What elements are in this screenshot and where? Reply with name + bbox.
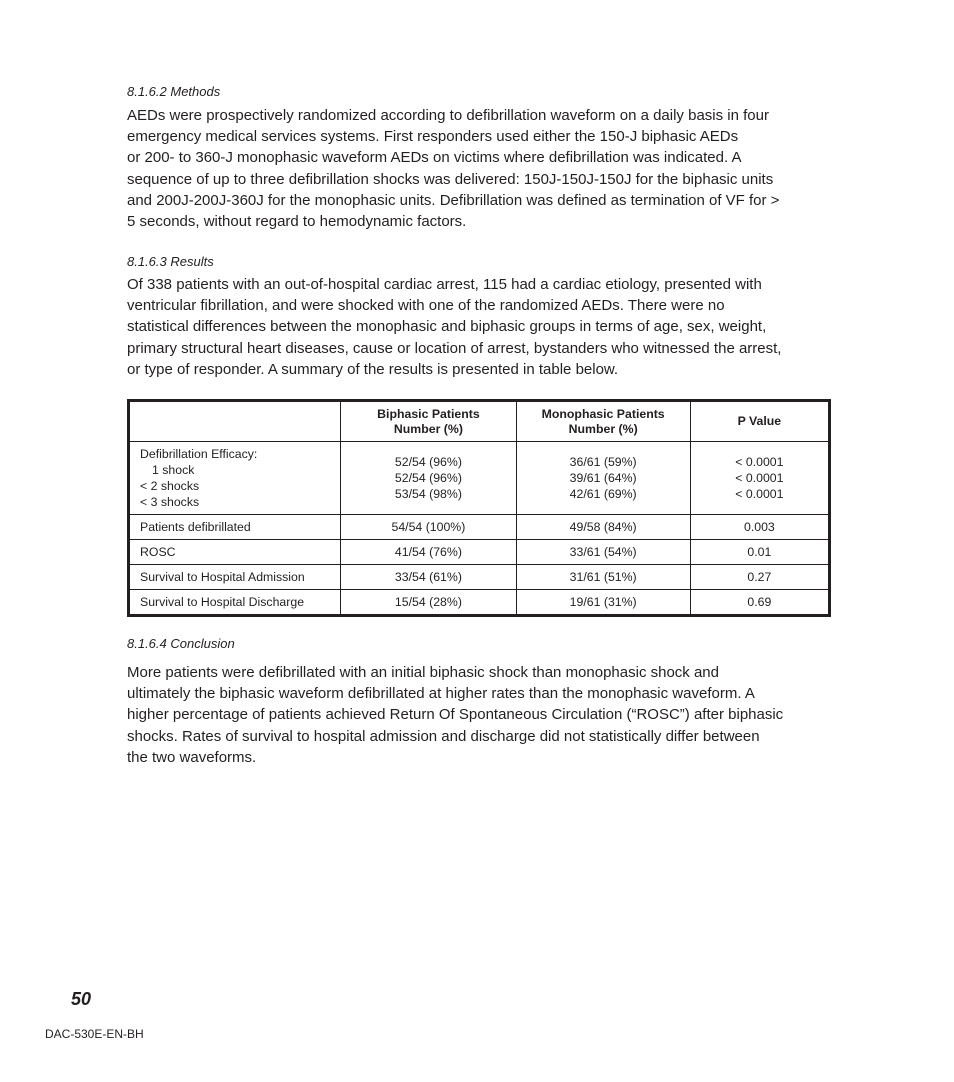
efficacy-biphasic-value: 53/54 (98%) [394, 487, 462, 501]
row-label: ROSC [129, 540, 341, 565]
row-monophasic: 49/58 (84%) [516, 515, 690, 540]
header-biphasic [341, 401, 516, 442]
methods-line: AEDs were prospectively randomized according to defibrillation waveform on a daily basis in four [127, 107, 769, 124]
row-monophasic: 31/61 (51%) [516, 565, 690, 590]
table-row-efficacy [129, 442, 830, 515]
conclusion-paragraph [127, 662, 832, 768]
row-biphasic: 41/54 (76%) [341, 540, 516, 565]
row-pvalue: 0.27 [690, 565, 829, 590]
conclusion-line: shocks. Rates of survival to hospital admission and discharge did not statistically differ between [127, 727, 760, 745]
results-table [127, 399, 831, 617]
table-row [129, 540, 830, 565]
row-biphasic: 15/54 (28%) [341, 590, 516, 616]
row-label: Survival to Hospital Admission [129, 565, 341, 590]
header-monophasic-line1: Monophasic Patients [541, 406, 665, 421]
row-label: Patients defibrillated [129, 515, 341, 540]
row-pvalue: 0.69 [690, 590, 829, 616]
efficacy-label: Defibrillation Efficacy: [140, 447, 258, 461]
conclusion-line: higher percentage of patients achieved Return Of Spontaneous Circulation (“ROSC”) after biphasic [127, 706, 784, 724]
efficacy-biphasic-value: 52/54 (96%) [394, 455, 462, 469]
results-line: Of 338 patients with an out-of-hospital cardiac arrest, 115 had a cardiac etiology, presented with [127, 276, 762, 293]
efficacy-monophasic-cell [516, 442, 690, 515]
methods-line: emergency medical services systems. First responders used either the 150-J biphasic AEDs [127, 128, 739, 146]
efficacy-biphasic-cell [341, 442, 516, 515]
row-biphasic: 33/54 (61%) [341, 565, 516, 590]
efficacy-sub-2: < 2 shocks [140, 479, 200, 493]
conclusion-heading: 8.1.6.4 Conclusion [127, 636, 235, 651]
results-paragraph [127, 274, 832, 380]
conclusion-line: the two waveforms. [127, 748, 257, 766]
efficacy-pvalue-cell [690, 442, 829, 515]
efficacy-sub-1: 1 shock [152, 463, 195, 477]
table-header-row [129, 401, 830, 442]
results-line: statistical differences between the monophasic and biphasic groups in terms of age, sex, weight, [127, 318, 767, 336]
methods-line: sequence of up to three defibrillation shocks was delivered: 150J-150J-150J for the biphasic units [127, 170, 774, 188]
efficacy-monophasic-value: 42/61 (69%) [569, 487, 637, 501]
efficacy-pvalue: < 0.0001 [735, 487, 784, 501]
conclusion-line: ultimately the biphasic waveform defibrillated at higher rates than the monophasic waveform. A [127, 685, 755, 703]
efficacy-label-cell [129, 442, 341, 515]
row-biphasic: 54/54 (100%) [341, 515, 516, 540]
methods-line: or 200- to 360-J monophasic waveform AEDs on victims where defibrillation was indicated. A [127, 149, 742, 167]
header-pvalue: P Value [690, 401, 829, 442]
conclusion-line: More patients were defibrillated with an initial biphasic shock than monophasic shock and [127, 664, 719, 681]
row-pvalue: 0.01 [690, 540, 829, 565]
document-code: DAC-530E-EN-BH [45, 1027, 144, 1041]
row-monophasic: 19/61 (31%) [516, 590, 690, 616]
results-line: or type of responder. A summary of the results is presented in table below. [127, 360, 619, 378]
header-monophasic-line2: Number (%) [568, 421, 638, 436]
efficacy-pvalue: < 0.0001 [735, 455, 784, 469]
methods-line: and 200J-200J-360J for the monophasic units. Defibrillation was defined as termination of VF for > [127, 191, 780, 209]
row-pvalue: 0.003 [690, 515, 829, 540]
efficacy-pvalue: < 0.0001 [735, 471, 784, 485]
methods-paragraph [127, 105, 832, 232]
table-row [129, 515, 830, 540]
row-label: Survival to Hospital Discharge [129, 590, 341, 616]
header-biphasic-line1: Biphasic Patients [377, 406, 480, 421]
page-number: 50 [71, 989, 92, 1009]
results-line: ventricular fibrillation, and were shocked with one of the randomized AEDs. There were no [127, 297, 725, 315]
efficacy-monophasic-value: 39/61 (64%) [569, 471, 637, 485]
methods-heading: 8.1.6.2 Methods [127, 84, 221, 99]
efficacy-biphasic-value: 52/54 (96%) [394, 471, 462, 485]
header-empty-cell [129, 401, 341, 442]
header-monophasic [516, 401, 690, 442]
row-monophasic: 33/61 (54%) [516, 540, 690, 565]
methods-line: 5 seconds, without regard to hemodynamic factors. [127, 213, 467, 231]
table-row [129, 590, 830, 616]
efficacy-monophasic-value: 36/61 (59%) [569, 455, 637, 469]
results-heading: 8.1.6.3 Results [127, 254, 214, 269]
header-biphasic-line2: Number (%) [393, 421, 463, 436]
results-line: primary structural heart diseases, cause or location of arrest, bystanders who witnessed the arrest, [127, 339, 782, 357]
efficacy-sub-3: < 3 shocks [140, 495, 200, 509]
table-row [129, 565, 830, 590]
